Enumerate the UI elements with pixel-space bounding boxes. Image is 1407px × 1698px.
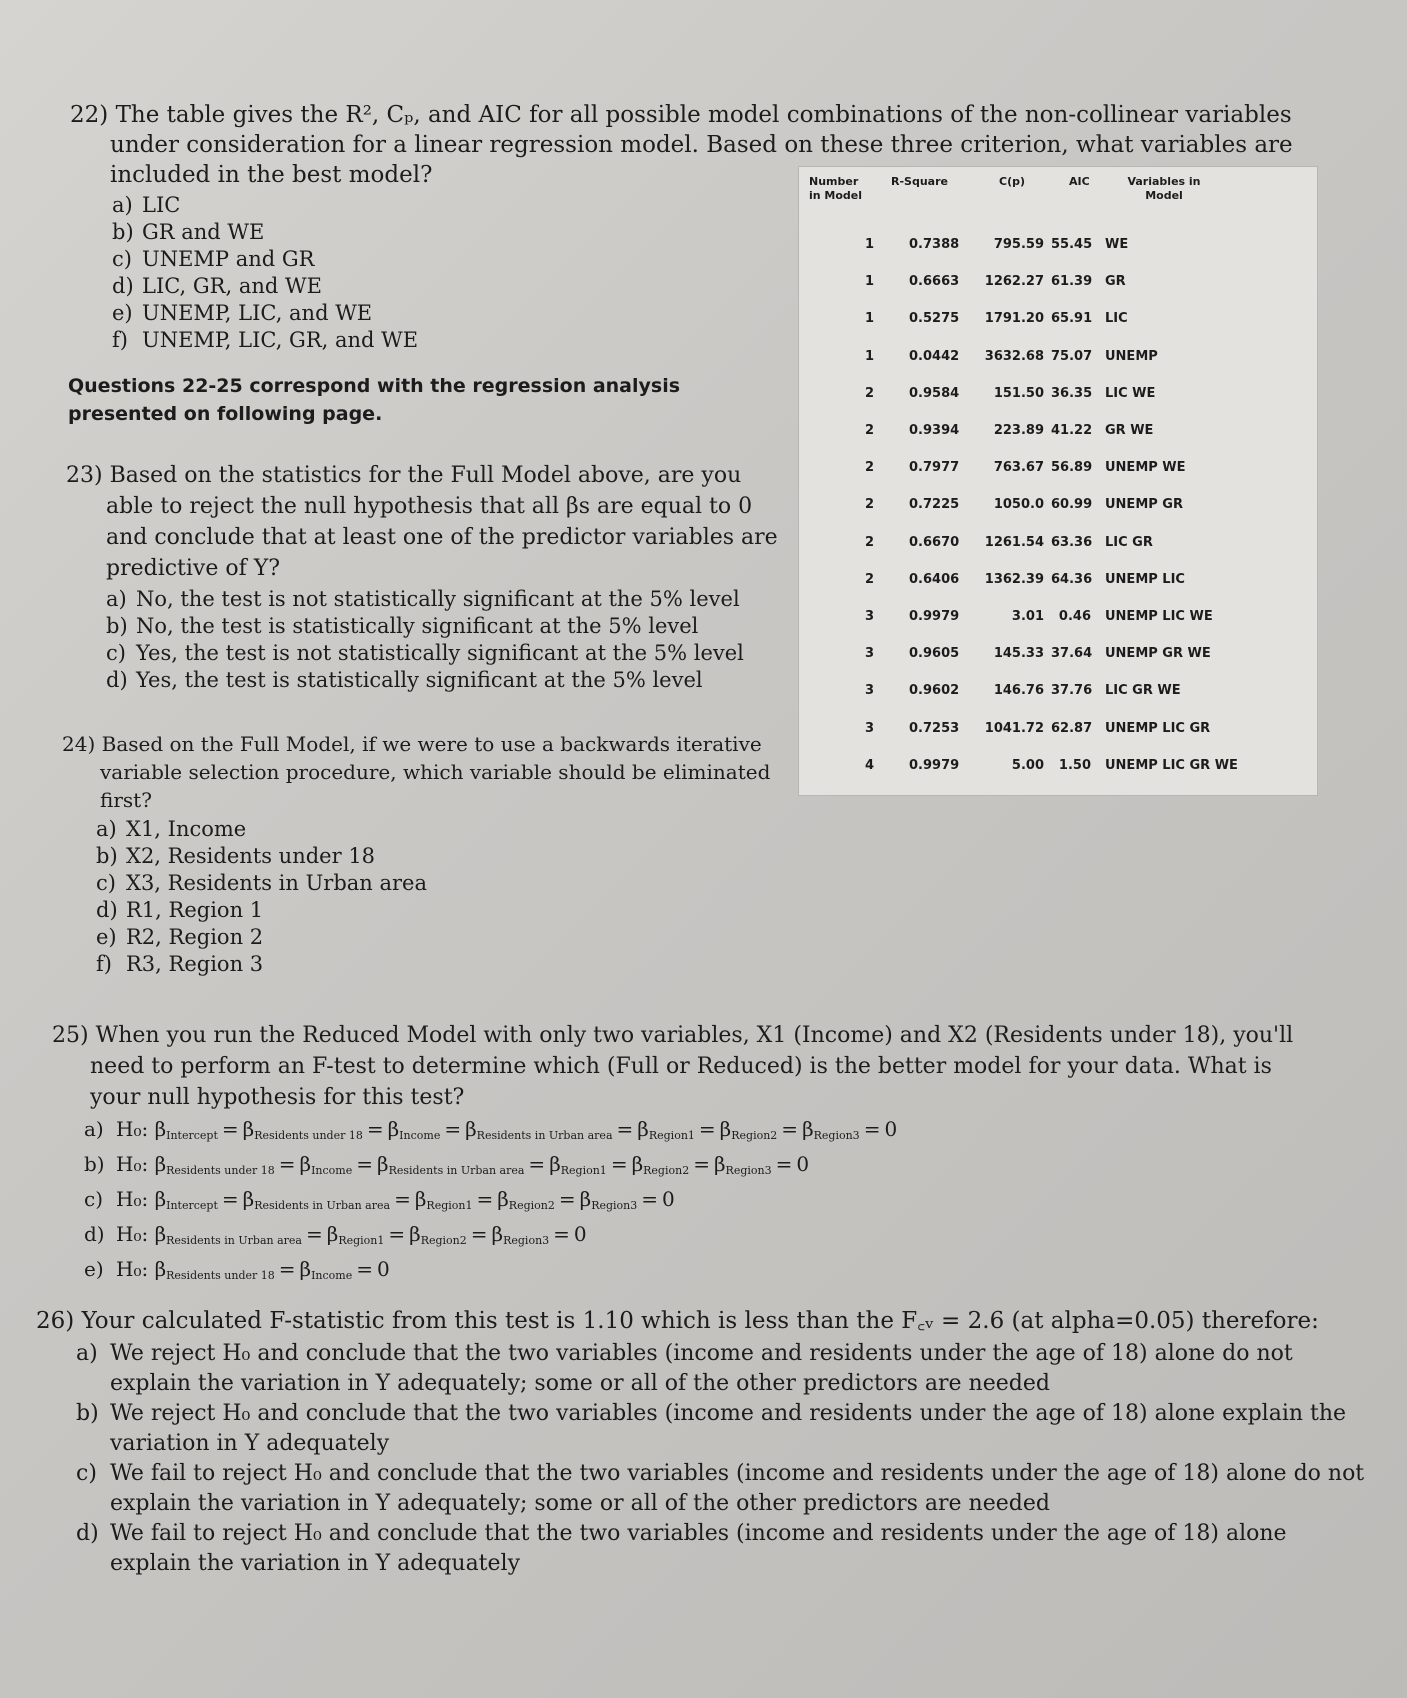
row-rsquare: 0.9979	[909, 757, 960, 773]
question-26-text: 26) Your calculated F-statistic from this test is 1.10 which is less than the F꜀ᵥ = 2.6 (at alpha=0.05) therefore:	[36, 1308, 1319, 1334]
beta-term: $\beta_{Region3}$	[579, 1187, 638, 1212]
row-rsquare: 0.9979	[909, 609, 960, 624]
row-variables: UNEMP GR WE	[1105, 646, 1211, 662]
row-aic: 75.07	[1051, 348, 1093, 364]
beta-term: $\beta_{Region3}$	[491, 1222, 550, 1247]
row-cp: 146.76	[993, 683, 1044, 699]
question-25-text: 25) When you run the Reduced Model with only two variables, X1 (Income) and X2 (Residents under 18), you'll need to perform an F-test to determine which (Full or Reduced) is the better model for your data. What is your null hypothesis for this test?	[52, 1023, 1294, 1110]
beta-term: $\beta_{Income}$	[299, 1257, 353, 1282]
section-note: Questions 22-25 correspond with the regression analysis presented on following page.	[68, 375, 681, 425]
row-number: 3	[865, 720, 875, 736]
option[interactable]: f) UNEMP, LIC, GR, and WE	[112, 328, 419, 352]
row-cp: 1791.20	[984, 311, 1044, 327]
row-rsquare: 0.9394	[909, 423, 960, 438]
row-number: 1	[865, 348, 875, 364]
row-variables: UNEMP LIC WE	[1105, 609, 1213, 624]
option[interactable]: a) No, the test is not statistically significant at the 5% level	[106, 587, 740, 611]
row-variables: UNEMP LIC	[1105, 571, 1185, 587]
option[interactable]: a) We reject H₀ and conclude that the two variables (income and residents under the age of 18) alone do not explain the variation in Y adequately; some or all of the other predictors are needed	[76, 1341, 1293, 1396]
option[interactable]: b) We reject H₀ and conclude that the two variables (income and residents under the age of 18) alone explain the variation in Y adequately	[76, 1401, 1347, 1456]
row-aic: 63.36	[1051, 534, 1093, 550]
option[interactable]: b) X2, Residents under 18	[96, 844, 376, 868]
header-number: Number in Model	[809, 175, 863, 202]
row-aic: 62.87	[1051, 720, 1093, 736]
row-rsquare: 0.9584	[909, 385, 960, 401]
option[interactable]: d) We fail to reject H₀ and conclude that the two variables (income and residents under the age of 18) alone explain the variation in Y adequately	[76, 1521, 1287, 1576]
option[interactable]: e) R2, Region 2	[96, 925, 264, 949]
table-row	[799, 533, 1317, 570]
row-number: 2	[865, 497, 875, 513]
option[interactable]: a) H₀: $\beta_{Intercept} = \beta_{Residents under 18} = \beta_{Income} = \beta_{Residents in Urban area} = \beta_{Region1} = \beta_{Region2} = \beta_{Region3} = 0$	[84, 1117, 898, 1142]
row-aic: 64.36	[1051, 571, 1093, 587]
table-row	[799, 384, 1317, 421]
question-23	[66, 460, 786, 694]
beta-term: $\beta_{Region2}$	[631, 1152, 690, 1177]
table-row	[799, 458, 1317, 495]
row-rsquare: 0.5275	[909, 311, 960, 327]
row-variables: WE	[1105, 237, 1129, 252]
row-variables: UNEMP GR	[1105, 497, 1183, 513]
row-variables: LIC	[1105, 311, 1128, 327]
option[interactable]: c) We fail to reject H₀ and conclude that the two variables (income and residents under the age of 18) alone do not explain the variation in Y adequately; some or all of the other predictors are needed	[76, 1461, 1365, 1516]
row-cp: 795.59	[993, 237, 1044, 252]
row-aic: 60.99	[1051, 497, 1093, 513]
row-rsquare: 0.6663	[909, 274, 960, 290]
option[interactable]: c) X3, Residents in Urban area	[96, 871, 428, 895]
row-cp: 3.01	[1011, 609, 1044, 624]
beta-term: $\beta_{Region1}$	[549, 1152, 607, 1177]
row-number: 2	[865, 534, 875, 550]
option[interactable]: b) No, the test is statistically significant at the 5% level	[106, 614, 699, 638]
row-cp: 151.50	[993, 385, 1044, 401]
header-rsq: R-Square	[891, 175, 948, 188]
row-aic: 37.76	[1051, 683, 1093, 699]
row-rsquare: 0.9602	[909, 683, 960, 699]
model-selection-table	[798, 166, 1318, 796]
header-cp: C(p)	[999, 175, 1026, 188]
row-rsquare: 0.0442	[909, 348, 960, 364]
beta-term: $\beta_{Region2}$	[409, 1222, 467, 1247]
row-number: 3	[865, 646, 875, 662]
row-aic: 0.46	[1058, 609, 1091, 624]
question-26-options	[36, 1339, 1366, 1579]
row-variables: LIC GR	[1105, 534, 1153, 550]
table-row	[799, 756, 1317, 793]
row-aic: 61.39	[1051, 274, 1093, 290]
beta-term: $\beta_{Intercept}$	[154, 1187, 218, 1212]
table-row	[799, 421, 1317, 458]
beta-term: $\beta_{Residents under 18}$	[154, 1152, 275, 1177]
row-cp: 1262.27	[984, 274, 1044, 290]
question-25-options	[52, 1115, 1342, 1290]
row-aic: 56.89	[1051, 460, 1093, 476]
question-26	[36, 1306, 1366, 1579]
row-rsquare: 0.6406	[909, 571, 960, 587]
beta-term: $\beta_{Region1}$	[414, 1187, 473, 1212]
header-vars: Variables in Model	[1127, 175, 1201, 202]
table-row	[799, 495, 1317, 532]
table-row	[799, 644, 1317, 681]
row-cp: 145.33	[993, 646, 1044, 662]
row-number: 1	[865, 237, 875, 252]
row-variables: GR WE	[1105, 423, 1154, 438]
beta-term: $\beta_{Region2}$	[719, 1117, 778, 1142]
option[interactable]: d) LIC, GR, and WE	[112, 274, 322, 298]
beta-term: $\beta_{Region1}$	[326, 1222, 385, 1247]
beta-term: $\beta_{Region3}$	[802, 1117, 860, 1142]
row-rsquare: 0.7977	[909, 460, 960, 476]
row-rsquare: 0.7388	[909, 237, 960, 252]
option[interactable]: f) R3, Region 3	[96, 952, 264, 976]
row-variables: GR	[1105, 274, 1126, 290]
row-variables: UNEMP LIC GR WE	[1105, 757, 1238, 773]
question-24-text: 24) Based on the Full Model, if we were to use a backwards iterative variable selection procedure, which variable should be eliminated first?	[62, 732, 771, 812]
option[interactable]: e) H₀: $\beta_{Residents under 18} = \beta_{Income} = 0$	[84, 1257, 390, 1282]
row-aic: 36.35	[1051, 385, 1093, 401]
table-row	[799, 719, 1317, 756]
row-variables: UNEMP	[1105, 348, 1158, 364]
beta-term: $\beta_{Residents under 18}$	[154, 1257, 275, 1282]
beta-term: $\beta_{Region2}$	[497, 1187, 555, 1212]
row-rsquare: 0.6670	[909, 534, 960, 550]
row-aic: 65.91	[1051, 311, 1093, 327]
row-cp: 763.67	[993, 460, 1044, 476]
table-row	[799, 309, 1317, 346]
beta-term: $\beta_{Income}$	[299, 1152, 353, 1177]
header-aic: AIC	[1069, 175, 1090, 188]
table-row	[799, 347, 1317, 384]
option[interactable]: d) Yes, the test is statistically significant at the 5% level	[106, 668, 703, 692]
row-cp: 5.00	[1011, 757, 1044, 773]
row-variables: UNEMP WE	[1105, 460, 1186, 476]
beta-term: $\beta_{Residents in Urban area}$	[377, 1152, 525, 1177]
option[interactable]: e) UNEMP, LIC, and WE	[112, 301, 373, 325]
option[interactable]: b) H₀: $\beta_{Residents under 18} = \beta_{Income} = \beta_{Residents in Urban area} = \beta_{Region1} = \beta_{Region2} = \beta_{Region3} = 0$	[84, 1152, 810, 1177]
option[interactable]: c) UNEMP and GR	[112, 247, 315, 271]
question-number: 22)	[70, 102, 109, 128]
row-cp: 1362.39	[984, 571, 1044, 587]
row-number: 2	[865, 423, 875, 438]
row-cp: 223.89	[993, 423, 1044, 438]
row-variables: LIC GR WE	[1105, 683, 1181, 699]
beta-term: $\beta_{Region1}$	[637, 1117, 695, 1142]
row-variables: LIC WE	[1105, 385, 1156, 401]
row-number: 1	[865, 274, 875, 290]
option[interactable]: d) H₀: $\beta_{Residents in Urban area} = \beta_{Region1} = \beta_{Region2} = \beta_{Region3} = 0$	[84, 1222, 587, 1247]
option[interactable]: d) R1, Region 1	[96, 898, 264, 922]
row-number: 2	[865, 571, 875, 587]
row-rsquare: 0.7225	[909, 497, 960, 513]
question-23-options	[66, 586, 786, 694]
option[interactable]: c) Yes, the test is not statistically significant at the 5% level	[106, 641, 744, 665]
table-row	[799, 235, 1317, 272]
option[interactable]: a) X1, Income	[96, 817, 247, 841]
option[interactable]: c) H₀: $\beta_{Intercept} = \beta_{Residents in Urban area} = \beta_{Region1} = \beta_{Region2} = \beta_{Region3} = 0$	[84, 1187, 675, 1212]
option[interactable]: a) LIC	[112, 193, 181, 217]
beta-term: $\beta_{Residents in Urban area}$	[154, 1222, 302, 1247]
row-cp: 1050.0	[993, 497, 1044, 513]
row-cp: 1261.54	[984, 534, 1044, 550]
row-number: 2	[865, 460, 875, 476]
beta-term: $\beta_{Residents in Urban area}$	[465, 1117, 613, 1142]
row-number: 1	[865, 311, 875, 327]
beta-term: $\beta_{Residents in Urban area}$	[242, 1187, 391, 1212]
table-row	[799, 570, 1317, 607]
row-number: 2	[865, 385, 875, 401]
question-24	[62, 730, 782, 978]
row-number: 3	[865, 609, 875, 624]
question-23-text: 23) Based on the statistics for the Full Model above, are you able to reject the null hypothesis that all βs are equal to 0 and conclude that at least one of the predictor variables are predictive of Y?	[66, 463, 778, 581]
row-aic: 41.22	[1051, 423, 1093, 438]
beta-term: $\beta_{Region3}$	[713, 1152, 772, 1177]
table-row	[799, 681, 1317, 718]
row-cp: 3632.68	[984, 348, 1044, 364]
option[interactable]: b) GR and WE	[112, 220, 265, 244]
row-rsquare: 0.9605	[909, 646, 960, 662]
beta-term: $\beta_{Residents under 18}$	[242, 1117, 363, 1142]
row-number: 4	[865, 757, 875, 773]
beta-term: $\beta_{Income}$	[387, 1117, 441, 1142]
row-number: 3	[865, 683, 875, 699]
table-row	[799, 607, 1317, 644]
row-aic: 37.64	[1051, 646, 1093, 662]
question-24-options	[62, 816, 782, 978]
question-body: The table gives the R², Cₚ, and AIC for all possible model combinations of the non-collinear variables under consideration for a linear regression model. Based on these three criterion, what variables are included in the best model?	[110, 102, 1293, 188]
table-header	[799, 175, 1317, 219]
row-variables: UNEMP LIC GR	[1105, 720, 1211, 736]
row-cp: 1041.72	[984, 720, 1044, 736]
table-row	[799, 272, 1317, 309]
question-25	[52, 1020, 1342, 1290]
beta-term: $\beta_{Intercept}$	[154, 1117, 218, 1142]
row-aic: 1.50	[1058, 757, 1091, 773]
row-aic: 55.45	[1051, 237, 1093, 252]
row-rsquare: 0.7253	[909, 720, 960, 736]
